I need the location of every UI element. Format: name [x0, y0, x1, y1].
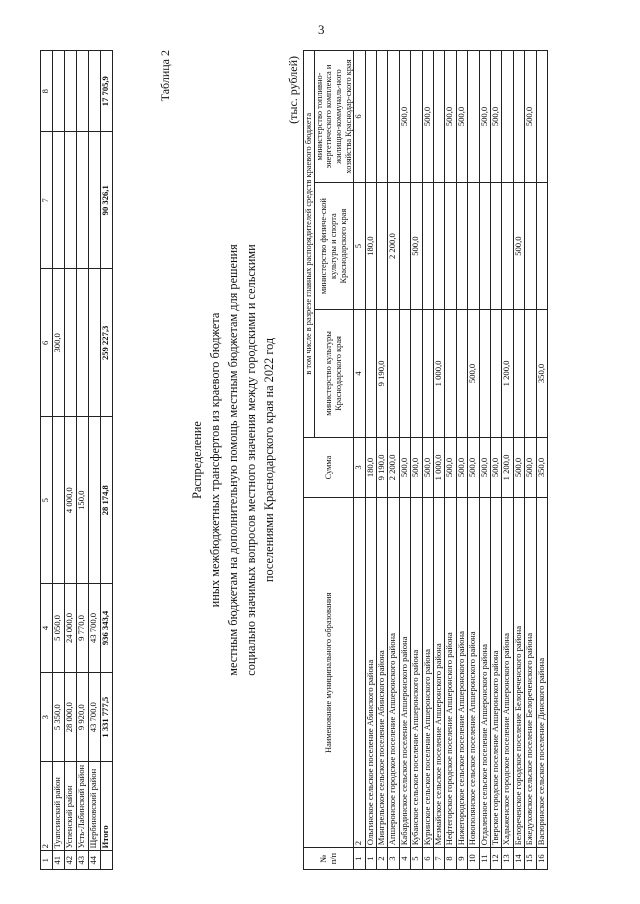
- table-cell: 259 227,3: [101, 269, 113, 417]
- table-cell: Щербиновский район: [89, 762, 101, 851]
- table-cell: Итого: [101, 762, 113, 851]
- table-cell: 9 190,0: [377, 310, 388, 437]
- table-row: [77, 51, 89, 870]
- table-cell: 1 331 777,5: [101, 672, 113, 762]
- table-cell: [525, 182, 536, 309]
- table-cell: Кубанское сельское поселение Апшеронского района: [411, 498, 422, 848]
- table-cell: 2: [354, 498, 365, 848]
- table-cell: 6: [41, 269, 53, 417]
- table-cell: Мезмайское сельское поселение Апшеронского района: [434, 498, 445, 848]
- col-culture-header: министерство культуры Краснодарского края: [314, 310, 354, 437]
- table-cell: [468, 182, 479, 309]
- table-cell: [65, 51, 77, 132]
- table-cell: 9 770,0: [77, 583, 89, 672]
- table-label: Таблица 2: [158, 50, 172, 102]
- col-sum-header: Сумма: [304, 437, 354, 498]
- table-row: [513, 51, 524, 870]
- table-row: [456, 51, 467, 870]
- table-cell: Тверское городское поселение Апшеронского района: [490, 498, 501, 848]
- table-cell: 5: [354, 182, 365, 309]
- table-cell: 1: [41, 851, 53, 870]
- table-cell: [502, 182, 513, 309]
- title-line: Распределение: [190, 421, 204, 499]
- table-row: [422, 51, 433, 870]
- table-cell: 2: [377, 848, 388, 870]
- table-cell: 90 326,1: [101, 132, 113, 269]
- table-cell: [53, 51, 65, 132]
- table-cell: 5 350,0: [53, 672, 65, 762]
- table-cell: 5 050,0: [53, 583, 65, 672]
- table-cell: Отдаленное сельское поселение Апшеронского района: [479, 498, 490, 848]
- table-cell: 2 200,0: [388, 182, 399, 309]
- table-cell: [365, 310, 376, 437]
- table-row: [490, 51, 501, 870]
- table-cell: 500,0: [456, 437, 467, 498]
- total-row: [101, 51, 113, 870]
- distribution-table: [303, 50, 548, 870]
- table-row: [525, 51, 536, 870]
- table-cell: 350,0: [536, 310, 547, 437]
- table-cell: [399, 310, 410, 437]
- table-cell: 500,0: [456, 51, 467, 183]
- table-cell: 500,0: [479, 437, 490, 498]
- table-cell: [422, 182, 433, 309]
- table-cell: [65, 269, 77, 417]
- table-cell: [411, 310, 422, 437]
- table-cell: 500,0: [468, 310, 479, 437]
- table-cell: [399, 182, 410, 309]
- table-cell: 500,0: [445, 51, 456, 183]
- table-cell: 500,0: [513, 437, 524, 498]
- table-cell: 13: [502, 848, 513, 870]
- col-sport-header: министерство физиче-ской культуры и спорта Краснодарского края: [314, 182, 354, 309]
- table-cell: 28 000,0: [65, 672, 77, 762]
- units-label: (тыс. рублей): [286, 56, 300, 124]
- title-line: иных межбюджетных трансфертов из краевого бюджета: [208, 312, 222, 608]
- table-cell: [513, 310, 524, 437]
- table-cell: Белореченское городское поселение Белореченского района: [513, 498, 524, 848]
- table-cell: 4: [41, 583, 53, 672]
- table-cell: 10: [468, 848, 479, 870]
- col-energy-header: министерство топливно-энергетического комплекса и жилищно-коммуналь-ного хозяйства Краснодар-ского края: [314, 51, 354, 183]
- table-cell: 500,0: [525, 437, 536, 498]
- table-cell: [77, 132, 89, 269]
- table-cell: 500,0: [422, 437, 433, 498]
- table-cell: 4: [354, 310, 365, 437]
- table-cell: [388, 51, 399, 183]
- rotated-document: [40, 50, 600, 880]
- table-cell: 500,0: [490, 51, 501, 183]
- table-cell: [77, 51, 89, 132]
- table-cell: [377, 51, 388, 183]
- table-cell: 4: [399, 848, 410, 870]
- table-cell: 8: [41, 51, 53, 132]
- table-cell: [434, 182, 445, 309]
- table-cell: Хадыженское городское поселение Апшеронского района: [502, 498, 513, 848]
- table-cell: Туапсинский район: [53, 762, 65, 851]
- group-header: в том числе в разрезе главных распорядителей средств краевого бюджета: [304, 51, 315, 438]
- table-row: [502, 51, 513, 870]
- title-line: поселениями Краснодарского края на 2022 год: [262, 337, 276, 583]
- table-row: [479, 51, 490, 870]
- col-name-header: Наименование муниципального образования: [304, 498, 354, 848]
- table-cell: [89, 417, 101, 583]
- table-cell: 500,0: [411, 182, 422, 309]
- table-row: [53, 51, 65, 870]
- table-cell: Бжедуховское сельское поселение Белореченского района: [525, 498, 536, 848]
- table-cell: 300,0: [53, 269, 65, 417]
- table-cell: [89, 51, 101, 132]
- table-cell: [101, 851, 113, 870]
- table-cell: Усть-Лабинский район: [77, 762, 89, 851]
- table-cell: [490, 182, 501, 309]
- table-cell: 3: [41, 672, 53, 762]
- table-cell: [445, 182, 456, 309]
- table-cell: 15: [525, 848, 536, 870]
- title-line: социально значимых вопросов местного значения между городскими и сельскими: [244, 244, 258, 676]
- table-cell: 500,0: [445, 437, 456, 498]
- table-cell: 500,0: [525, 51, 536, 183]
- table-cell: Куринское сельское поселение Апшеронского района: [422, 498, 433, 848]
- table-cell: [536, 51, 547, 183]
- table-cell: [411, 51, 422, 183]
- table-cell: [53, 132, 65, 269]
- table-cell: [502, 51, 513, 183]
- table-cell: 3: [354, 437, 365, 498]
- table-cell: 1 200,0: [502, 310, 513, 437]
- table-cell: 7: [41, 132, 53, 269]
- document-title: [188, 150, 278, 770]
- table-row: [468, 51, 479, 870]
- table-cell: 500,0: [513, 182, 524, 309]
- title-line: местным бюджетам на дополнительную помощь местным бюджетам для решения: [226, 244, 240, 676]
- table-cell: 1: [354, 848, 365, 870]
- table-cell: 3: [388, 848, 399, 870]
- table-cell: 500,0: [411, 437, 422, 498]
- table-cell: [377, 182, 388, 309]
- table-cell: 9 920,0: [77, 672, 89, 762]
- table-cell: Ольгинское сельское поселение Абинского района: [365, 498, 376, 848]
- table-cell: [456, 182, 467, 309]
- table-cell: 350,0: [536, 437, 547, 498]
- table-cell: Нефтегорское городское поселение Апшеронского района: [445, 498, 456, 848]
- table-cell: 28 174,8: [101, 417, 113, 583]
- table-cell: 41: [53, 851, 65, 870]
- table-cell: Успенский район: [65, 762, 77, 851]
- table-cell: 9: [456, 848, 467, 870]
- index-row: [354, 51, 365, 870]
- table-cell: 14: [513, 848, 524, 870]
- table-cell: [513, 51, 524, 183]
- table-row: [434, 51, 445, 870]
- table-cell: 1 000,0: [434, 310, 445, 437]
- table-cell: 500,0: [422, 51, 433, 183]
- table-cell: [456, 310, 467, 437]
- table-cell: 7: [434, 848, 445, 870]
- table-cell: [77, 269, 89, 417]
- table-cell: 500,0: [490, 437, 501, 498]
- table-cell: Мингрельское сельское поселение Абинского района: [377, 498, 388, 848]
- table-cell: 500,0: [399, 51, 410, 183]
- table-cell: 8: [445, 848, 456, 870]
- table-cell: [490, 310, 501, 437]
- table-cell: 11: [479, 848, 490, 870]
- table-row: [89, 51, 101, 870]
- table-cell: Нижегородское сельское поселение Апшеронского района: [456, 498, 467, 848]
- table-cell: 17 705,9: [101, 51, 113, 132]
- table-cell: 24 000,0: [65, 583, 77, 672]
- table-row: [377, 51, 388, 870]
- table-cell: [479, 310, 490, 437]
- table-cell: 150,0: [77, 417, 89, 583]
- table-cell: 12: [490, 848, 501, 870]
- table-cell: 42: [65, 851, 77, 870]
- table-cell: 9 190,0: [377, 437, 388, 498]
- table-cell: 16: [536, 848, 547, 870]
- table-row: [411, 51, 422, 870]
- table-row: [365, 51, 376, 870]
- table-cell: 6: [354, 51, 365, 183]
- table-cell: 1 000,0: [434, 437, 445, 498]
- table-cell: Новополянское сельское поселение Апшеронского района: [468, 498, 479, 848]
- table-cell: 500,0: [479, 51, 490, 183]
- table-cell: 5: [41, 417, 53, 583]
- table-cell: [89, 132, 101, 269]
- table-cell: [525, 310, 536, 437]
- table-cell: 180,0: [365, 437, 376, 498]
- table-cell: [445, 310, 456, 437]
- table-cell: [536, 182, 547, 309]
- table-cell: 2: [41, 762, 53, 851]
- table-header-row: [41, 51, 53, 870]
- table-cell: [434, 51, 445, 183]
- table-cell: [388, 310, 399, 437]
- table-cell: 180,0: [365, 182, 376, 309]
- table-cell: [89, 269, 101, 417]
- table-cell: 4 000,0: [65, 417, 77, 583]
- table-cell: [65, 132, 77, 269]
- table-cell: Васюринское сельское поселение Динского района: [536, 498, 547, 848]
- table-cell: 43 700,0: [89, 583, 101, 672]
- table-cell: 2 200,0: [388, 437, 399, 498]
- table-cell: 6: [422, 848, 433, 870]
- table-cell: 5: [411, 848, 422, 870]
- table-row: [399, 51, 410, 870]
- table-cell: 500,0: [399, 437, 410, 498]
- table-cell: [422, 310, 433, 437]
- table-cell: 1 200,0: [502, 437, 513, 498]
- table-cell: Апшеронское городское поселение Апшеронского района: [388, 498, 399, 848]
- table-cell: 43 700,0: [89, 672, 101, 762]
- table-continuation: [40, 50, 113, 870]
- table-cell: 500,0: [468, 437, 479, 498]
- table-cell: 43: [77, 851, 89, 870]
- table-row: [388, 51, 399, 870]
- table-row: [445, 51, 456, 870]
- col-num-header: № п/п: [304, 848, 354, 870]
- table-cell: [479, 182, 490, 309]
- table-cell: [365, 51, 376, 183]
- table-cell: 44: [89, 851, 101, 870]
- table-cell: 936 343,4: [101, 583, 113, 672]
- table-cell: 1: [365, 848, 376, 870]
- header-row: [304, 51, 315, 870]
- table-cell: [53, 417, 65, 583]
- table-cell: [468, 51, 479, 183]
- table-cell: Кабардинское сельское поселение Апшеронского района: [399, 498, 410, 848]
- table-row: [536, 51, 547, 870]
- table-row: [65, 51, 77, 870]
